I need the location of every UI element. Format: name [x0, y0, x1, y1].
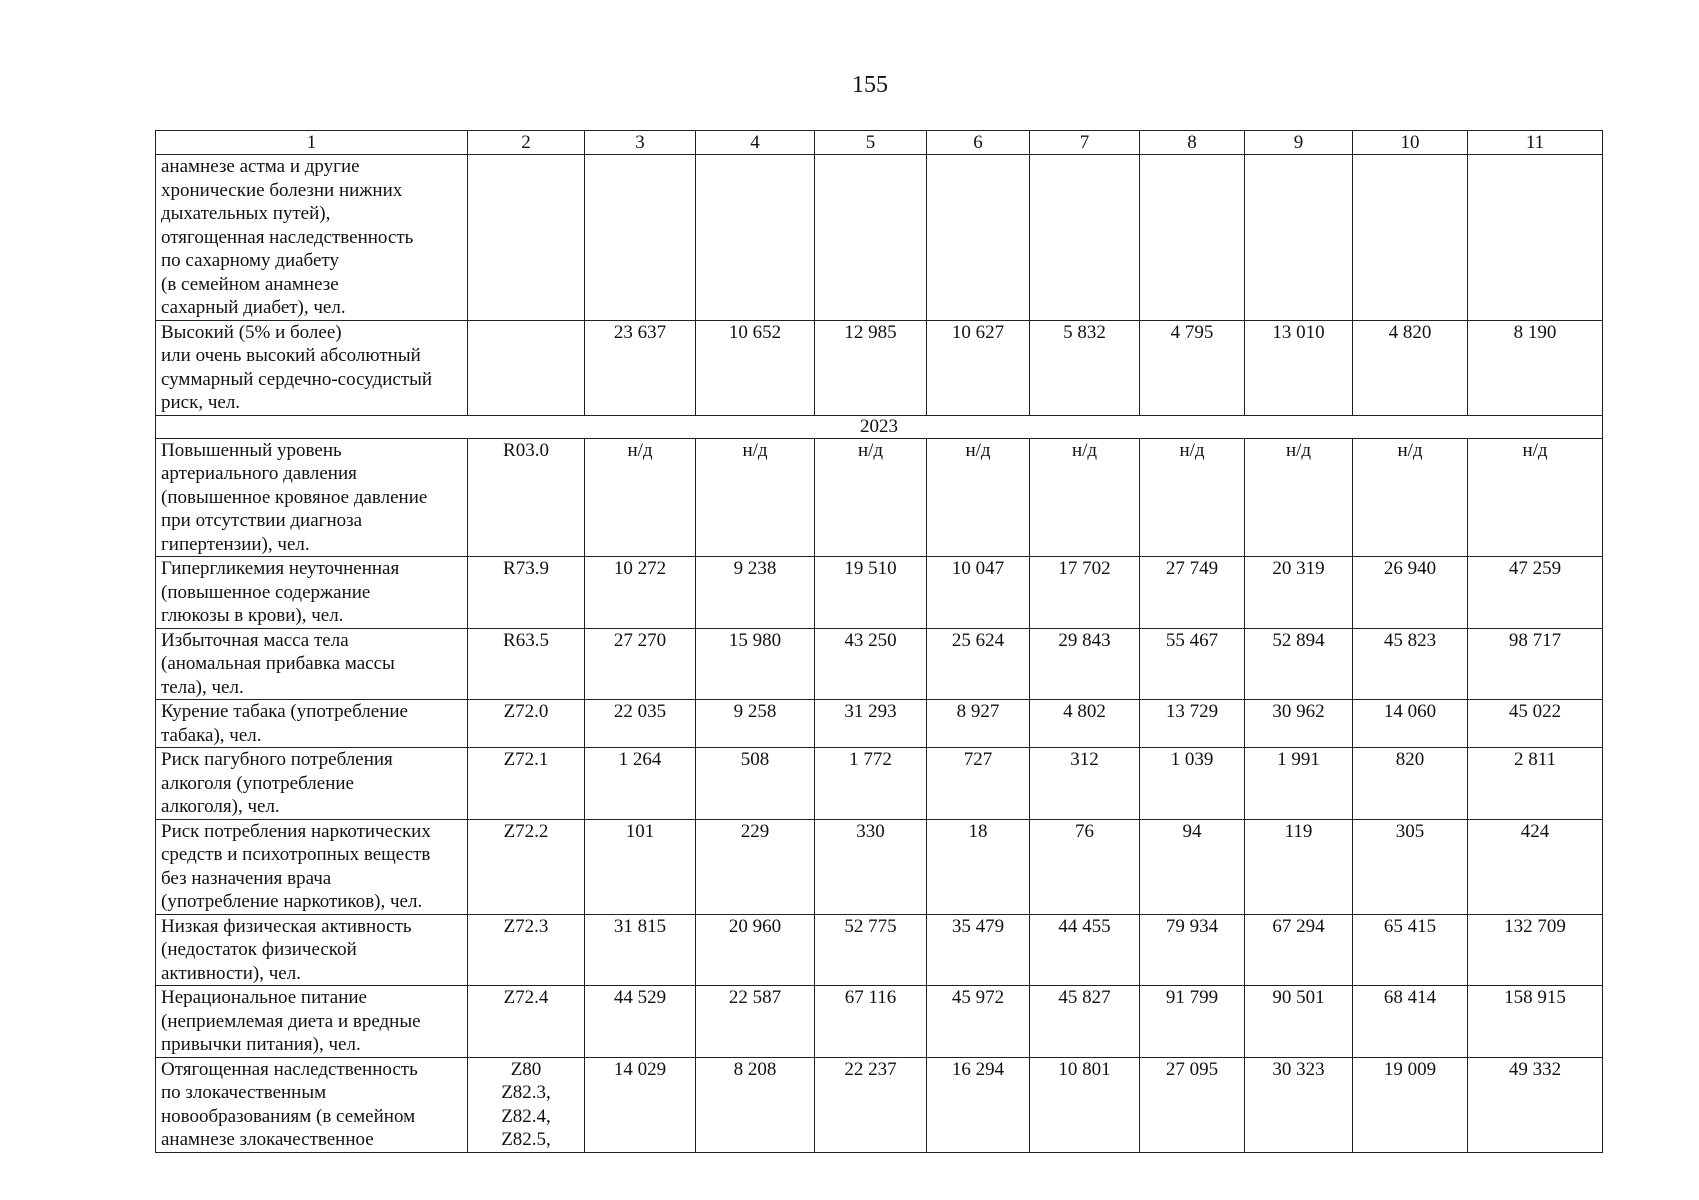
indicator-name — [156, 819, 468, 914]
indicator-name-line: по сахарному диабету — [161, 250, 339, 271]
indicator-name-line: гипертензии), чел. — [161, 533, 310, 555]
value-cell: 16 294 — [927, 1057, 1030, 1152]
value-cell: 98 717 — [1468, 628, 1603, 700]
value-cell: 76 — [1030, 819, 1140, 914]
value-cell: 91 799 — [1140, 986, 1245, 1058]
icd-code — [468, 700, 585, 748]
value-cell: 727 — [927, 748, 1030, 820]
indicator-name-line: анамнезе злокачественное — [161, 1129, 374, 1150]
table-body — [156, 131, 1603, 1153]
table-row — [156, 320, 1603, 415]
icd-code — [468, 628, 585, 700]
value-cell: 27 270 — [585, 628, 696, 700]
indicator-name-line: тела), чел. — [161, 676, 244, 698]
indicator-name-line: риск, чел. — [161, 392, 241, 413]
value-cell — [927, 155, 1030, 321]
value-cell: н/д — [927, 438, 1030, 557]
column-header: 4 — [696, 131, 815, 155]
column-header: 5 — [815, 131, 927, 155]
icd-code-line: Z82.5, — [501, 1129, 551, 1150]
icd-code — [468, 1057, 585, 1152]
column-number-row — [156, 131, 1603, 155]
indicator-name-line: глюкозы в крови), чел. — [161, 605, 344, 626]
column-header: 9 — [1245, 131, 1353, 155]
value-cell: н/д — [1140, 438, 1245, 557]
indicator-name-line: (в семейном анамнезе — [161, 273, 339, 295]
value-cell: 330 — [815, 819, 927, 914]
indicator-name-line: без назначения врача — [161, 867, 332, 889]
value-cell: 10 652 — [696, 320, 815, 415]
value-cell: 8 927 — [927, 700, 1030, 748]
table-row — [156, 986, 1603, 1058]
column-header: 1 — [156, 131, 468, 155]
table-row — [156, 700, 1603, 748]
value-cell: 90 501 — [1245, 986, 1353, 1058]
value-cell: н/д — [1030, 438, 1140, 557]
value-cell: 30 962 — [1245, 700, 1353, 748]
indicator-name-line: (повышенное кровяное давление — [161, 486, 428, 508]
icd-code-line: Z72.3 — [503, 915, 549, 937]
table-row — [156, 748, 1603, 820]
value-cell: 10 627 — [927, 320, 1030, 415]
indicator-name — [156, 748, 468, 820]
value-cell: 45 823 — [1353, 628, 1468, 700]
value-cell: 43 250 — [815, 628, 927, 700]
value-cell: 1 264 — [585, 748, 696, 820]
value-cell: 45 972 — [927, 986, 1030, 1058]
indicator-name-line: алкоголя), чел. — [161, 796, 280, 817]
value-cell: 68 414 — [1353, 986, 1468, 1058]
indicator-name-line: алкоголя (употребление — [161, 772, 354, 794]
indicator-name-line: Риск потребления наркотических — [161, 820, 431, 842]
value-cell: 31 815 — [585, 914, 696, 986]
table-row — [156, 438, 1603, 557]
value-cell: 22 237 — [815, 1057, 927, 1152]
icd-code — [468, 320, 585, 415]
icd-code-line: Z72.2 — [503, 820, 549, 842]
column-header: 10 — [1353, 131, 1468, 155]
indicator-name-line: Отягощенная наследственность — [161, 1058, 418, 1080]
value-cell: 15 980 — [696, 628, 815, 700]
indicator-name-line: при отсутствии диагноза — [161, 510, 363, 531]
value-cell: н/д — [696, 438, 815, 557]
value-cell: н/д — [1245, 438, 1353, 557]
value-cell: 52 894 — [1245, 628, 1353, 700]
indicator-name — [156, 700, 468, 748]
icd-code-line: R03.0 — [503, 439, 549, 461]
value-cell: 67 116 — [815, 986, 927, 1058]
value-cell: 44 529 — [585, 986, 696, 1058]
indicator-name-line: Риск пагубного потребления — [161, 749, 393, 770]
value-cell: 31 293 — [815, 700, 927, 748]
indicator-name-line: Курение табака (употребление — [161, 701, 408, 722]
value-cell: 101 — [585, 819, 696, 914]
value-cell: 52 775 — [815, 914, 927, 986]
statistics-table — [155, 130, 1603, 1153]
icd-code-line: Z72.1 — [503, 749, 549, 770]
indicator-name — [156, 438, 468, 557]
icd-code — [468, 914, 585, 986]
icd-code-line: Z72.4 — [503, 987, 549, 1008]
value-cell: 14 029 — [585, 1057, 696, 1152]
icd-code — [468, 819, 585, 914]
indicator-name-line: активности), чел. — [161, 962, 301, 984]
value-cell: 13 729 — [1140, 700, 1245, 748]
indicator-name-line: артериального давления — [161, 463, 357, 484]
value-cell: н/д — [815, 438, 927, 557]
indicator-name-line: Нерациональное питание — [161, 987, 367, 1008]
value-cell: 4 795 — [1140, 320, 1245, 415]
year-row — [156, 415, 1603, 438]
value-cell: 312 — [1030, 748, 1140, 820]
page-number: 155 — [852, 72, 888, 98]
column-header: 8 — [1140, 131, 1245, 155]
value-cell: 9 238 — [696, 557, 815, 629]
value-cell: 10 801 — [1030, 1057, 1140, 1152]
indicator-name — [156, 628, 468, 700]
column-header: 2 — [468, 131, 585, 155]
indicator-name-line: хронические болезни нижних — [161, 179, 403, 201]
table-row — [156, 557, 1603, 629]
indicator-name — [156, 1057, 468, 1152]
value-cell: н/д — [1468, 438, 1603, 557]
value-cell: 67 294 — [1245, 914, 1353, 986]
indicator-name-line: (повышенное содержание — [161, 581, 371, 603]
column-header: 11 — [1468, 131, 1603, 155]
value-cell: 132 709 — [1468, 914, 1603, 986]
value-cell — [815, 155, 927, 321]
value-cell: 20 319 — [1245, 557, 1353, 629]
table-row — [156, 914, 1603, 986]
indicator-name-line: суммарный сердечно-сосудистый — [161, 368, 433, 390]
indicator-name-line: Избыточная масса тела — [161, 629, 349, 651]
year-label: 2023 — [156, 415, 1603, 438]
icd-code-line: Z82.4, — [501, 1105, 551, 1127]
value-cell: 55 467 — [1140, 628, 1245, 700]
value-cell: 1 772 — [815, 748, 927, 820]
indicator-name — [156, 155, 468, 321]
icd-code — [468, 986, 585, 1058]
value-cell: 20 960 — [696, 914, 815, 986]
table-row — [156, 628, 1603, 700]
icd-code — [468, 155, 585, 321]
indicator-name-line: Высокий (5% и более) — [161, 321, 342, 343]
icd-code — [468, 557, 585, 629]
value-cell: 4 802 — [1030, 700, 1140, 748]
value-cell: 8 208 — [696, 1057, 815, 1152]
value-cell: 27 095 — [1140, 1057, 1245, 1152]
value-cell: 35 479 — [927, 914, 1030, 986]
icd-code-line: Z82.3, — [501, 1082, 551, 1103]
value-cell: 12 985 — [815, 320, 927, 415]
indicator-name-line: или очень высокий абсолютный — [161, 345, 421, 366]
indicator-name-line: отягощенная наследственность — [161, 226, 414, 248]
column-header: 7 — [1030, 131, 1140, 155]
value-cell: 9 258 — [696, 700, 815, 748]
value-cell: 18 — [927, 819, 1030, 914]
value-cell: 44 455 — [1030, 914, 1140, 986]
value-cell: 22 035 — [585, 700, 696, 748]
indicator-name-line: табака), чел. — [161, 724, 262, 746]
value-cell — [1030, 155, 1140, 321]
value-cell: 8 190 — [1468, 320, 1603, 415]
indicator-name-line: Повышенный уровень — [161, 439, 342, 461]
value-cell: 14 060 — [1353, 700, 1468, 748]
value-cell: 5 832 — [1030, 320, 1140, 415]
indicator-name-line: по злокачественным — [161, 1082, 327, 1103]
value-cell — [1468, 155, 1603, 321]
icd-code — [468, 438, 585, 557]
value-cell — [696, 155, 815, 321]
value-cell — [1353, 155, 1468, 321]
value-cell: 23 637 — [585, 320, 696, 415]
indicator-name-line: (недостаток физической — [161, 939, 357, 960]
value-cell: 45 022 — [1468, 700, 1603, 748]
indicator-name — [156, 320, 468, 415]
value-cell: 26 940 — [1353, 557, 1468, 629]
value-cell: 424 — [1468, 819, 1603, 914]
column-header: 6 — [927, 131, 1030, 155]
value-cell — [585, 155, 696, 321]
value-cell: 45 827 — [1030, 986, 1140, 1058]
value-cell: 27 749 — [1140, 557, 1245, 629]
value-cell: 19 009 — [1353, 1057, 1468, 1152]
value-cell: н/д — [585, 438, 696, 557]
value-cell: 65 415 — [1353, 914, 1468, 986]
icd-code-line: R73.9 — [503, 558, 549, 579]
column-header: 3 — [585, 131, 696, 155]
value-cell: 25 624 — [927, 628, 1030, 700]
value-cell: 1 991 — [1245, 748, 1353, 820]
value-cell: н/д — [1353, 438, 1468, 557]
value-cell: 820 — [1353, 748, 1468, 820]
value-cell: 17 702 — [1030, 557, 1140, 629]
value-cell: 158 915 — [1468, 986, 1603, 1058]
value-cell: 2 811 — [1468, 748, 1603, 820]
value-cell: 22 587 — [696, 986, 815, 1058]
value-cell: 79 934 — [1140, 914, 1245, 986]
indicator-name — [156, 557, 468, 629]
value-cell: 10 272 — [585, 557, 696, 629]
value-cell: 508 — [696, 748, 815, 820]
value-cell: 1 039 — [1140, 748, 1245, 820]
indicator-name-line: средств и психотропных веществ — [161, 844, 431, 865]
table-row — [156, 155, 1603, 321]
value-cell: 49 332 — [1468, 1057, 1603, 1152]
indicator-name-line: привычки питания), чел. — [161, 1034, 361, 1055]
indicator-name-line: дыхательных путей), — [161, 203, 331, 224]
value-cell: 30 323 — [1245, 1057, 1353, 1152]
indicator-name-line: Низкая физическая активность — [161, 915, 412, 937]
value-cell: 119 — [1245, 819, 1353, 914]
indicator-name-line: (употребление наркотиков), чел. — [161, 891, 423, 912]
value-cell: 47 259 — [1468, 557, 1603, 629]
value-cell — [1140, 155, 1245, 321]
icd-code-line: R63.5 — [503, 629, 549, 651]
indicator-name-line: новообразованиям (в семейном — [161, 1105, 416, 1127]
indicator-name-line: сахарный диабет), чел. — [161, 297, 346, 318]
indicator-name — [156, 986, 468, 1058]
value-cell: 229 — [696, 819, 815, 914]
icd-code-line: Z80 — [510, 1058, 542, 1080]
table-row — [156, 1057, 1603, 1152]
icd-code — [468, 748, 585, 820]
indicator-name-line: Гипергликемия неуточненная — [161, 558, 400, 579]
value-cell: 305 — [1353, 819, 1468, 914]
value-cell: 94 — [1140, 819, 1245, 914]
value-cell: 29 843 — [1030, 628, 1140, 700]
icd-code-line: Z72.0 — [503, 701, 549, 722]
indicator-name-line: анамнезе астма и другие — [161, 156, 360, 177]
indicator-name-line: (аномальная прибавка массы — [161, 653, 395, 674]
indicator-name-line: (неприемлемая диета и вредные — [161, 1010, 421, 1032]
indicator-name — [156, 914, 468, 986]
table-row — [156, 819, 1603, 914]
value-cell — [1245, 155, 1353, 321]
value-cell: 13 010 — [1245, 320, 1353, 415]
value-cell: 4 820 — [1353, 320, 1468, 415]
value-cell: 10 047 — [927, 557, 1030, 629]
value-cell: 19 510 — [815, 557, 927, 629]
